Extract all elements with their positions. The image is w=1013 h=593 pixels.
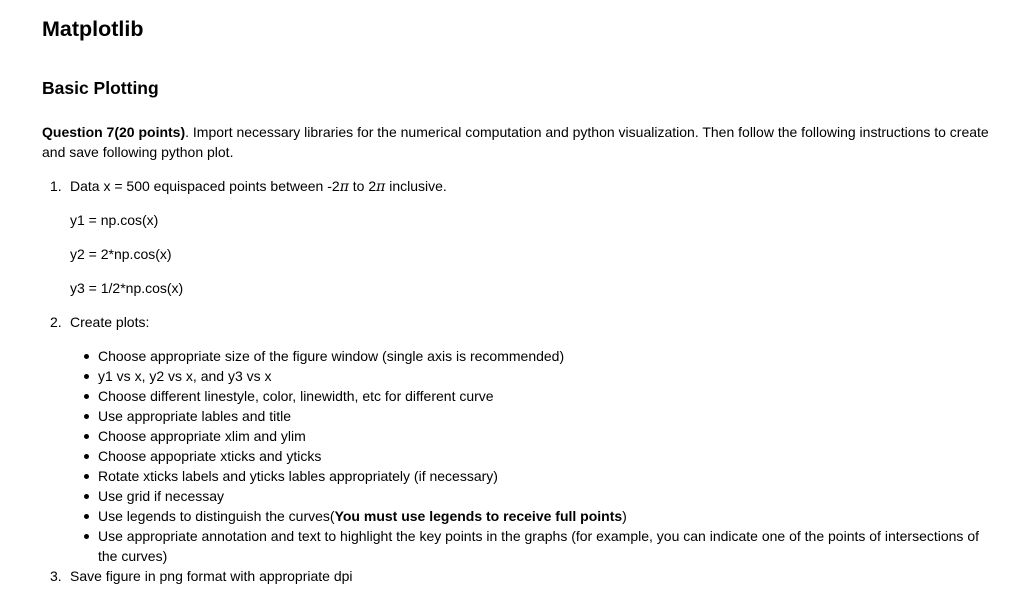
list-item-text: ) [622, 508, 627, 524]
question-label: Question 7(20 points) [42, 124, 186, 140]
list-item [70, 446, 1002, 466]
list-item [70, 506, 1002, 526]
bullet-icon [84, 354, 89, 359]
step-text: Create plots: [70, 314, 150, 330]
bullet-list [70, 346, 1002, 566]
list-item-text: Use appropriate lables and title [98, 408, 292, 424]
step-number: 3. [50, 568, 62, 584]
question-text: . Import necessary libraries for the numerical computation and python visualization. Then follow the following instructions to create and save following python plot. [42, 124, 989, 160]
step-number: 2. [50, 314, 62, 330]
list-item-text: Choose appropriate size of the figure window (single axis is recommended) [98, 348, 565, 364]
pi-symbol: π [339, 179, 349, 195]
step-text: Save figure in png format with appropriate dpi [70, 568, 353, 584]
bullet-icon [84, 374, 89, 379]
bullet-icon [84, 434, 89, 439]
bullet-icon [84, 534, 89, 539]
step-text-part: Data x = 500 equispaced points between -2 [70, 178, 340, 194]
equation-text: y3 = 1/2*np.cos(x) [70, 280, 184, 296]
list-item-text: Use appropriate annotation and text to highlight the key points in the graphs (for example, you can indicate one of the points of intersections of the curves) [98, 528, 979, 564]
step-text-part: to 2 [348, 178, 377, 194]
list-item [70, 346, 1002, 366]
list-item [70, 366, 1002, 386]
list-item-emphasis: You must use legends to receive full points [334, 508, 623, 524]
pi-symbol: π [376, 179, 386, 195]
list-item [70, 426, 1002, 446]
step-text [70, 176, 447, 197]
bullet-icon [84, 514, 89, 519]
list-item [70, 386, 1002, 406]
bullet-icon [84, 454, 89, 459]
section-heading: Basic Plotting [42, 78, 159, 98]
bullet-icon [84, 474, 89, 479]
bullet-icon [84, 394, 89, 399]
page-title: Matplotlib [42, 17, 144, 41]
bullet-icon [84, 494, 89, 499]
list-item-text: Choose appopriate xticks and yticks [98, 448, 322, 464]
list-item [70, 466, 1002, 486]
list-item-text: y1 vs x, y2 vs x, and y3 vs x [98, 368, 272, 384]
equation-text: y1 = np.cos(x) [70, 212, 159, 228]
list-item-text: Choose different linestyle, color, linewidth, etc for different curve [98, 388, 494, 404]
list-item [70, 526, 1002, 566]
list-item-text: Choose appropriate xlim and ylim [98, 428, 306, 444]
step-text-part: inclusive. [385, 178, 447, 194]
equation-text: y2 = 2*np.cos(x) [70, 246, 172, 262]
list-item [70, 406, 1002, 426]
list-item-text: Use grid if necessay [98, 488, 225, 504]
list-item [70, 486, 1002, 506]
bullet-icon [84, 414, 89, 419]
step-number: 1. [50, 178, 62, 194]
question-paragraph [42, 122, 1002, 162]
list-item-text: Rotate xticks labels and yticks lables appropriately (if necessary) [98, 468, 498, 484]
list-item-text: Use legends to distinguish the curves( [98, 508, 335, 524]
